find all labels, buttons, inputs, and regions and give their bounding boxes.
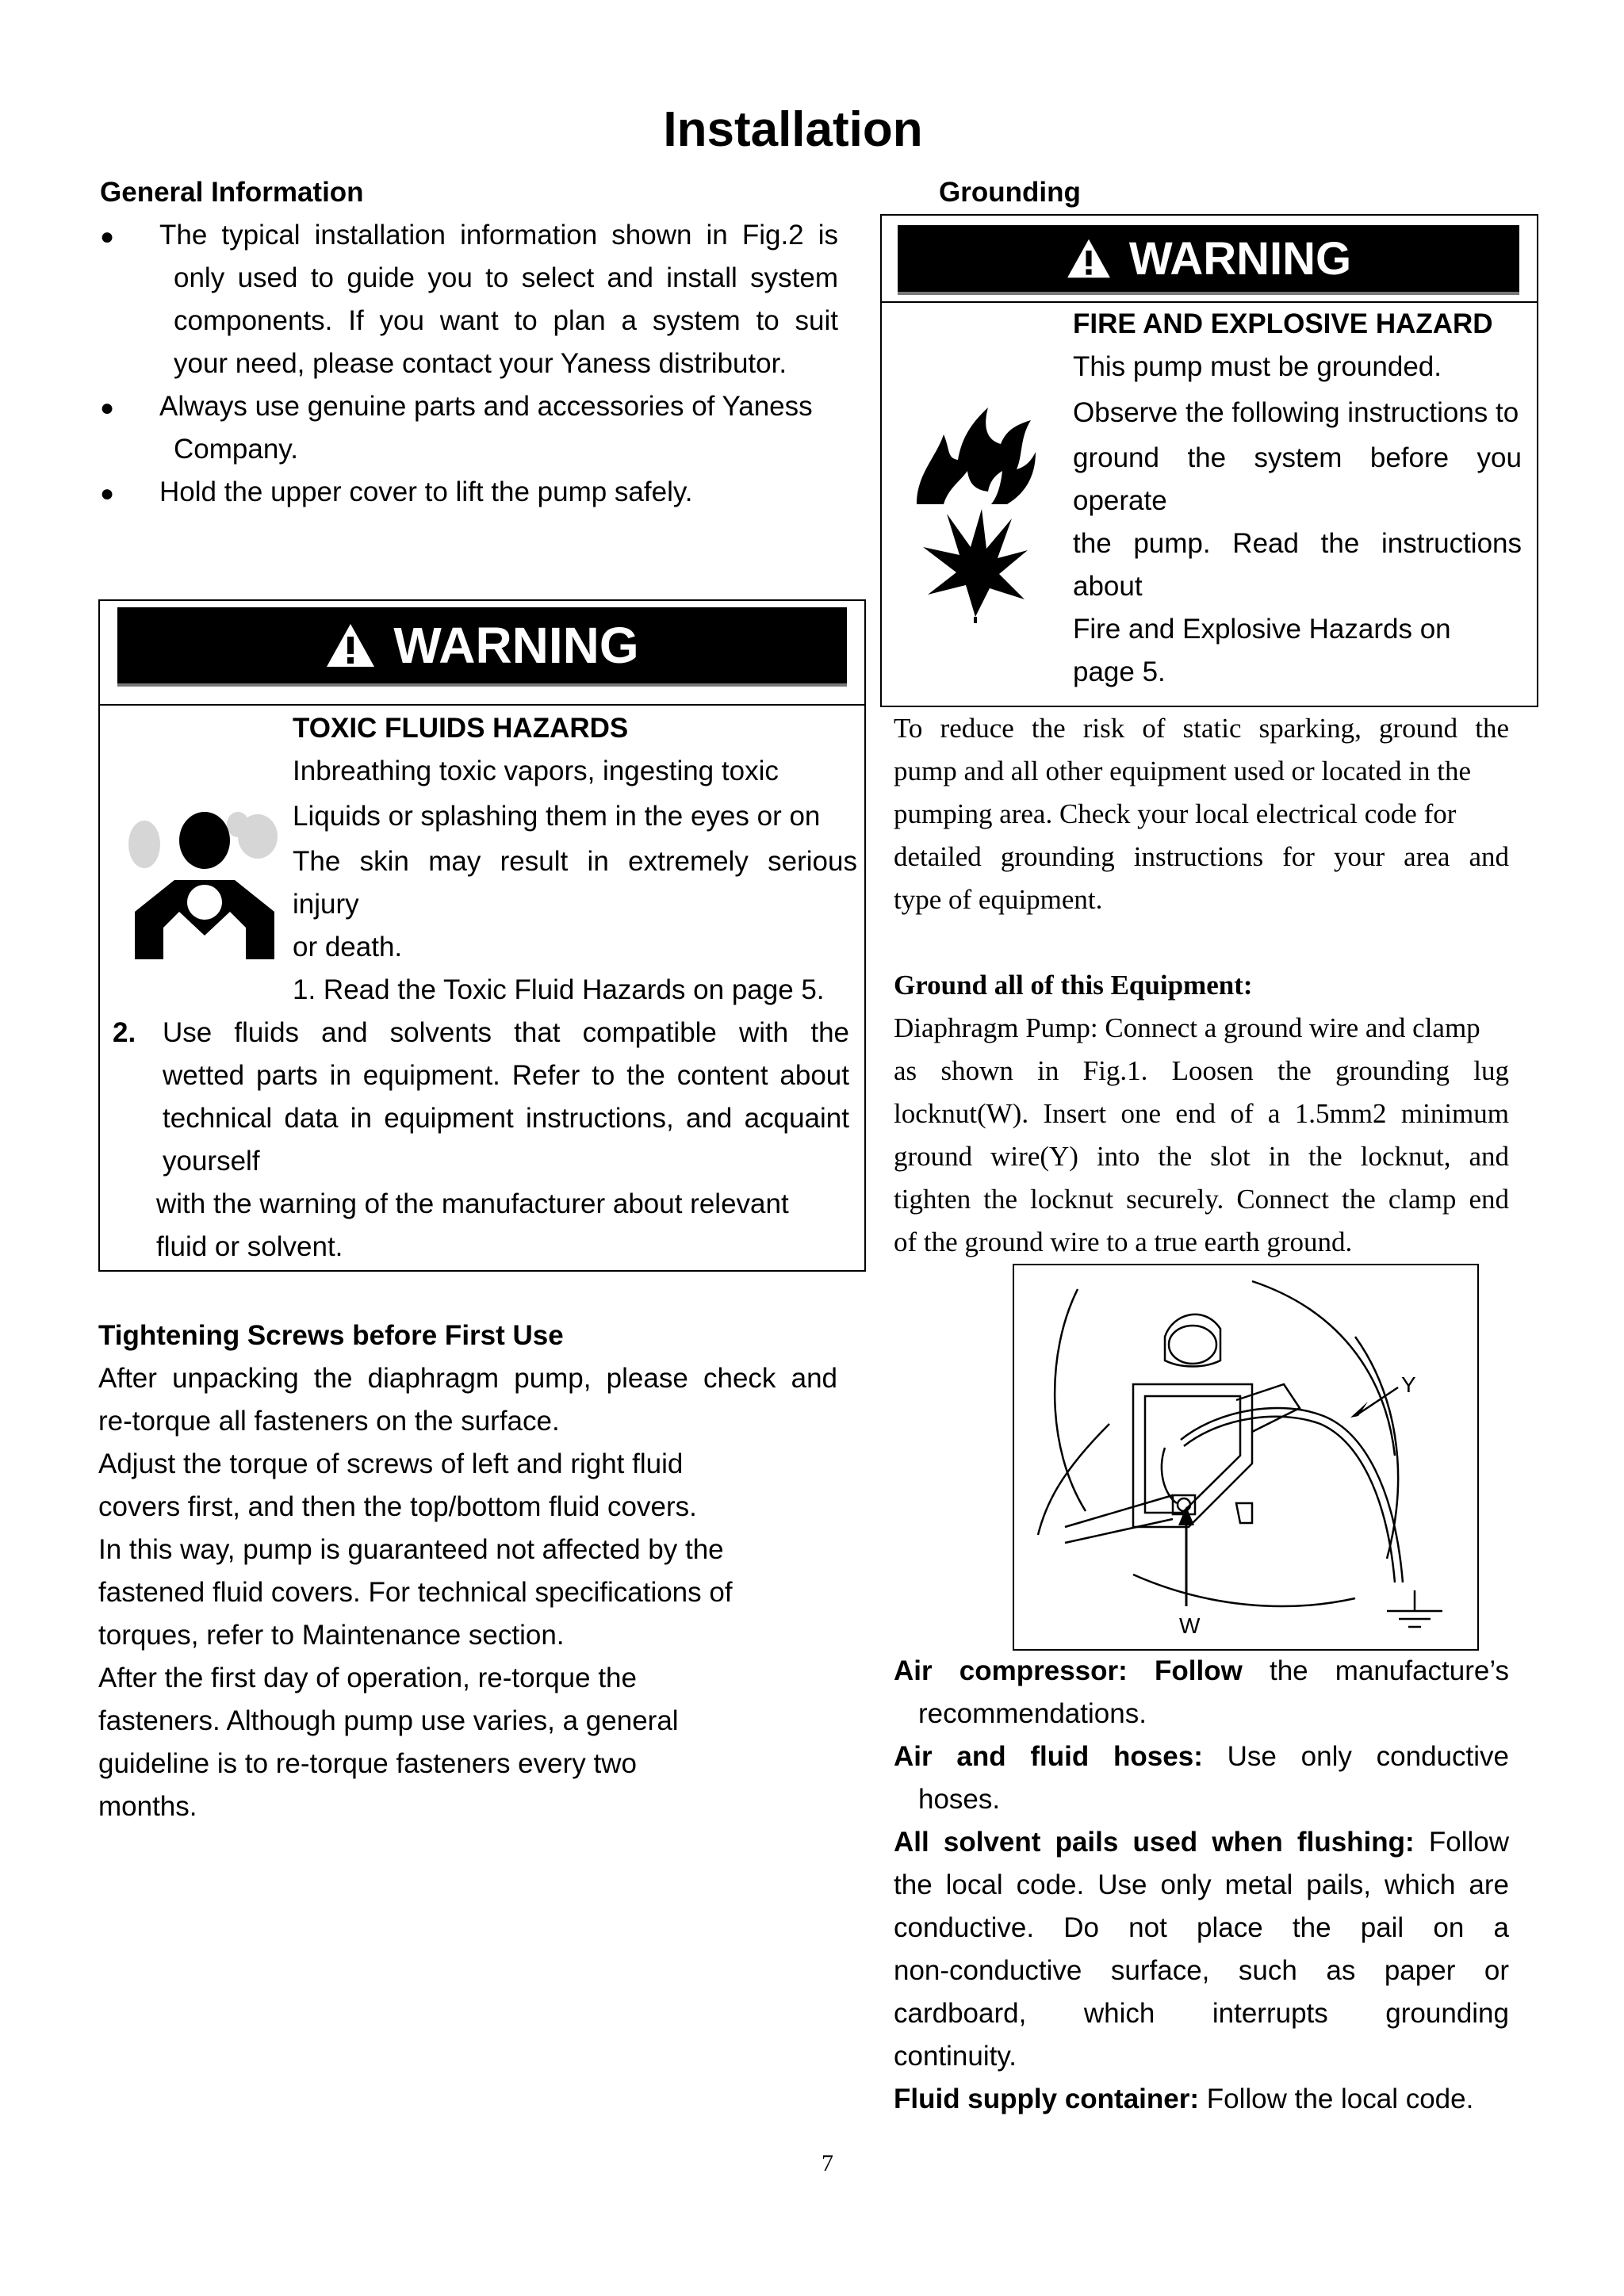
ground-para-line: of the ground wire to a true earth ground. bbox=[894, 1226, 1353, 1257]
toxic-line: Inbreathing toxic vapors, ingesting toxic bbox=[293, 756, 779, 786]
bullet-dot: ● bbox=[100, 395, 115, 421]
fluid-supply-label: Fluid supply container: bbox=[894, 2084, 1200, 2114]
fig-label-w: W bbox=[1179, 1613, 1201, 1638]
bullet-dot: ● bbox=[100, 224, 115, 250]
tightening-line: After unpacking the diaphragm pump, please check and bbox=[98, 1363, 837, 1394]
pails-line: continuity. bbox=[894, 2041, 1017, 2072]
warning-banner bbox=[117, 607, 847, 683]
fluid-supply-line bbox=[894, 2078, 1473, 2121]
bullet-1-line-4: your need, please contact your Yaness distributor. bbox=[174, 348, 787, 379]
fire-line: ground the system before you bbox=[1073, 442, 1522, 473]
toxic-line: The skin may result in extremely serious bbox=[293, 846, 857, 877]
bullet-dot: ● bbox=[100, 480, 115, 507]
pails-line: cardboard, which interrupts grounding bbox=[894, 1998, 1509, 2029]
tightening-line: covers first, and then the top/bottom fluid covers. bbox=[98, 1491, 697, 1522]
divider bbox=[98, 704, 866, 706]
explosion-icon bbox=[920, 506, 1031, 625]
toxic-line: Liquids or splashing them in the eyes or on bbox=[293, 801, 821, 832]
ground-para-line: Diaphragm Pump: Connect a ground wire and clamp bbox=[894, 1012, 1480, 1043]
fire-line: Fire and Explosive Hazards on bbox=[1073, 614, 1451, 645]
bullet-3: Hold the upper cover to lift the pump safely. bbox=[159, 476, 693, 507]
air-compressor-follow: Follow bbox=[1154, 1655, 1243, 1686]
pails-line bbox=[894, 1821, 1509, 1864]
tightening-line: guideline is to re-torque fasteners every two bbox=[98, 1748, 637, 1779]
item-2-line: wetted parts in equipment. Refer to the content about bbox=[163, 1060, 849, 1091]
page-number: 7 bbox=[822, 2150, 833, 2176]
hoses-cont: hoses. bbox=[918, 1784, 1001, 1815]
item-2-cont-line: fluid or solvent. bbox=[156, 1231, 343, 1262]
item-2-number: 2. bbox=[113, 1017, 136, 1048]
fire-line: This pump must be grounded. bbox=[1073, 351, 1442, 382]
toxic-line: or death. bbox=[293, 932, 403, 962]
item-2-line: Use fluids and solvents that compatible with the bbox=[163, 1017, 849, 1048]
ground-para-line: tighten the locknut securely. Connect the clamp end bbox=[894, 1184, 1509, 1215]
hoses-line bbox=[894, 1735, 1509, 1778]
fire-icon bbox=[912, 403, 1039, 506]
tightening-line: In this way, pump is guaranteed not affected by the bbox=[98, 1534, 724, 1565]
warning-banner bbox=[898, 225, 1519, 292]
page-title: Installation bbox=[663, 102, 923, 157]
tightening-line: re-torque all fasteners on the surface. bbox=[98, 1406, 560, 1437]
toxic-line: 1. Read the Toxic Fluid Hazards on page 5. bbox=[293, 974, 825, 1005]
item-2-line: technical data in equipment instructions, and acquaint bbox=[163, 1103, 849, 1134]
warning-banner-text: WARNING bbox=[393, 617, 639, 674]
bullet-2-line-1: Always use genuine parts and accessories of Yaness bbox=[159, 391, 813, 422]
item-2-line: yourself bbox=[163, 1146, 260, 1177]
fire-line: the pump. Read the instructions bbox=[1073, 528, 1522, 559]
grounding-heading: Grounding bbox=[939, 177, 1081, 208]
bullet-2-line-2: Company. bbox=[174, 434, 298, 465]
toxic-vapor-icon bbox=[127, 801, 285, 959]
fig-label-y: Y bbox=[1401, 1372, 1416, 1397]
tightening-line: fastened fluid covers. For technical specifications of bbox=[98, 1577, 733, 1608]
toxic-line: injury bbox=[293, 889, 359, 920]
grounding-para-line: pumping area. Check your local electrical code for bbox=[894, 798, 1457, 829]
warning-triangle-icon bbox=[1066, 238, 1112, 279]
air-compressor-cont: recommendations. bbox=[918, 1698, 1147, 1729]
pails-label: All solvent pails used when flushing: bbox=[894, 1827, 1415, 1858]
bullet-1-line-3: components. If you want to plan a system to suit bbox=[174, 305, 838, 336]
pails-text: Follow bbox=[1428, 1827, 1509, 1858]
fire-hazard-heading: FIRE AND EXPLOSIVE HAZARD bbox=[1073, 308, 1493, 339]
ground-para-line: as shown in Fig.1. Loosen the grounding lug bbox=[894, 1055, 1509, 1086]
air-compressor-label: Air compressor: bbox=[894, 1655, 1128, 1686]
hoses-text: Use only conductive bbox=[1227, 1741, 1509, 1772]
ground-para-line: ground wire(Y) into the slot in the locknut, and bbox=[894, 1141, 1509, 1172]
grounding-diagram bbox=[1014, 1265, 1477, 1649]
bullet-1-line-1: The typical installation information shown in Fig.2 is bbox=[159, 220, 838, 251]
pails-line: the local code. Use only metal pails, which are bbox=[894, 1869, 1509, 1900]
fire-line: Observe the following instructions to bbox=[1073, 397, 1519, 428]
general-information-heading: General Information bbox=[100, 177, 364, 208]
pails-line: non-conductive surface, such as paper or bbox=[894, 1955, 1509, 1986]
tightening-line: After the first day of operation, re-torque the bbox=[98, 1663, 637, 1693]
tightening-heading: Tightening Screws before First Use bbox=[98, 1320, 564, 1351]
fire-line: page 5. bbox=[1073, 656, 1166, 687]
tightening-line: fasteners. Although pump use varies, a general bbox=[98, 1705, 679, 1736]
ground-para-line: locknut(W). Insert one end of a 1.5mm2 minimum bbox=[894, 1098, 1509, 1129]
hoses-label: Air and fluid hoses: bbox=[894, 1741, 1203, 1772]
grounding-para-line: type of equipment. bbox=[894, 884, 1103, 915]
air-compressor-line bbox=[894, 1650, 1509, 1693]
pails-line: conductive. Do not place the pail on a bbox=[894, 1912, 1509, 1943]
tightening-line: torques, refer to Maintenance section. bbox=[98, 1620, 565, 1651]
fluid-supply-text: Follow the local code. bbox=[1206, 2084, 1474, 2114]
grounding-para-line: detailed grounding instructions for your area and bbox=[894, 841, 1509, 872]
ground-equipment-heading: Ground all of this Equipment: bbox=[894, 970, 1253, 1001]
fire-line: operate bbox=[1073, 485, 1167, 516]
air-compressor-text: the manufacture’s bbox=[1269, 1655, 1509, 1686]
warning-banner-text: WARNING bbox=[1128, 232, 1352, 285]
grounding-para-line: pump and all other equipment used or located in the bbox=[894, 756, 1471, 786]
warning-triangle-icon bbox=[325, 622, 376, 668]
fire-line: about bbox=[1073, 571, 1143, 602]
grounding-para-line: To reduce the risk of static sparking, ground the bbox=[894, 713, 1509, 744]
toxic-hazard-heading: TOXIC FLUIDS HAZARDS bbox=[293, 713, 629, 744]
item-2-cont-line: with the warning of the manufacturer about relevant bbox=[156, 1188, 789, 1219]
grounding-figure bbox=[1013, 1264, 1479, 1651]
bullet-1-line-2: only used to guide you to select and install system bbox=[174, 262, 838, 293]
tightening-line: months. bbox=[98, 1791, 197, 1822]
tightening-line: Adjust the torque of screws of left and right fluid bbox=[98, 1448, 684, 1479]
